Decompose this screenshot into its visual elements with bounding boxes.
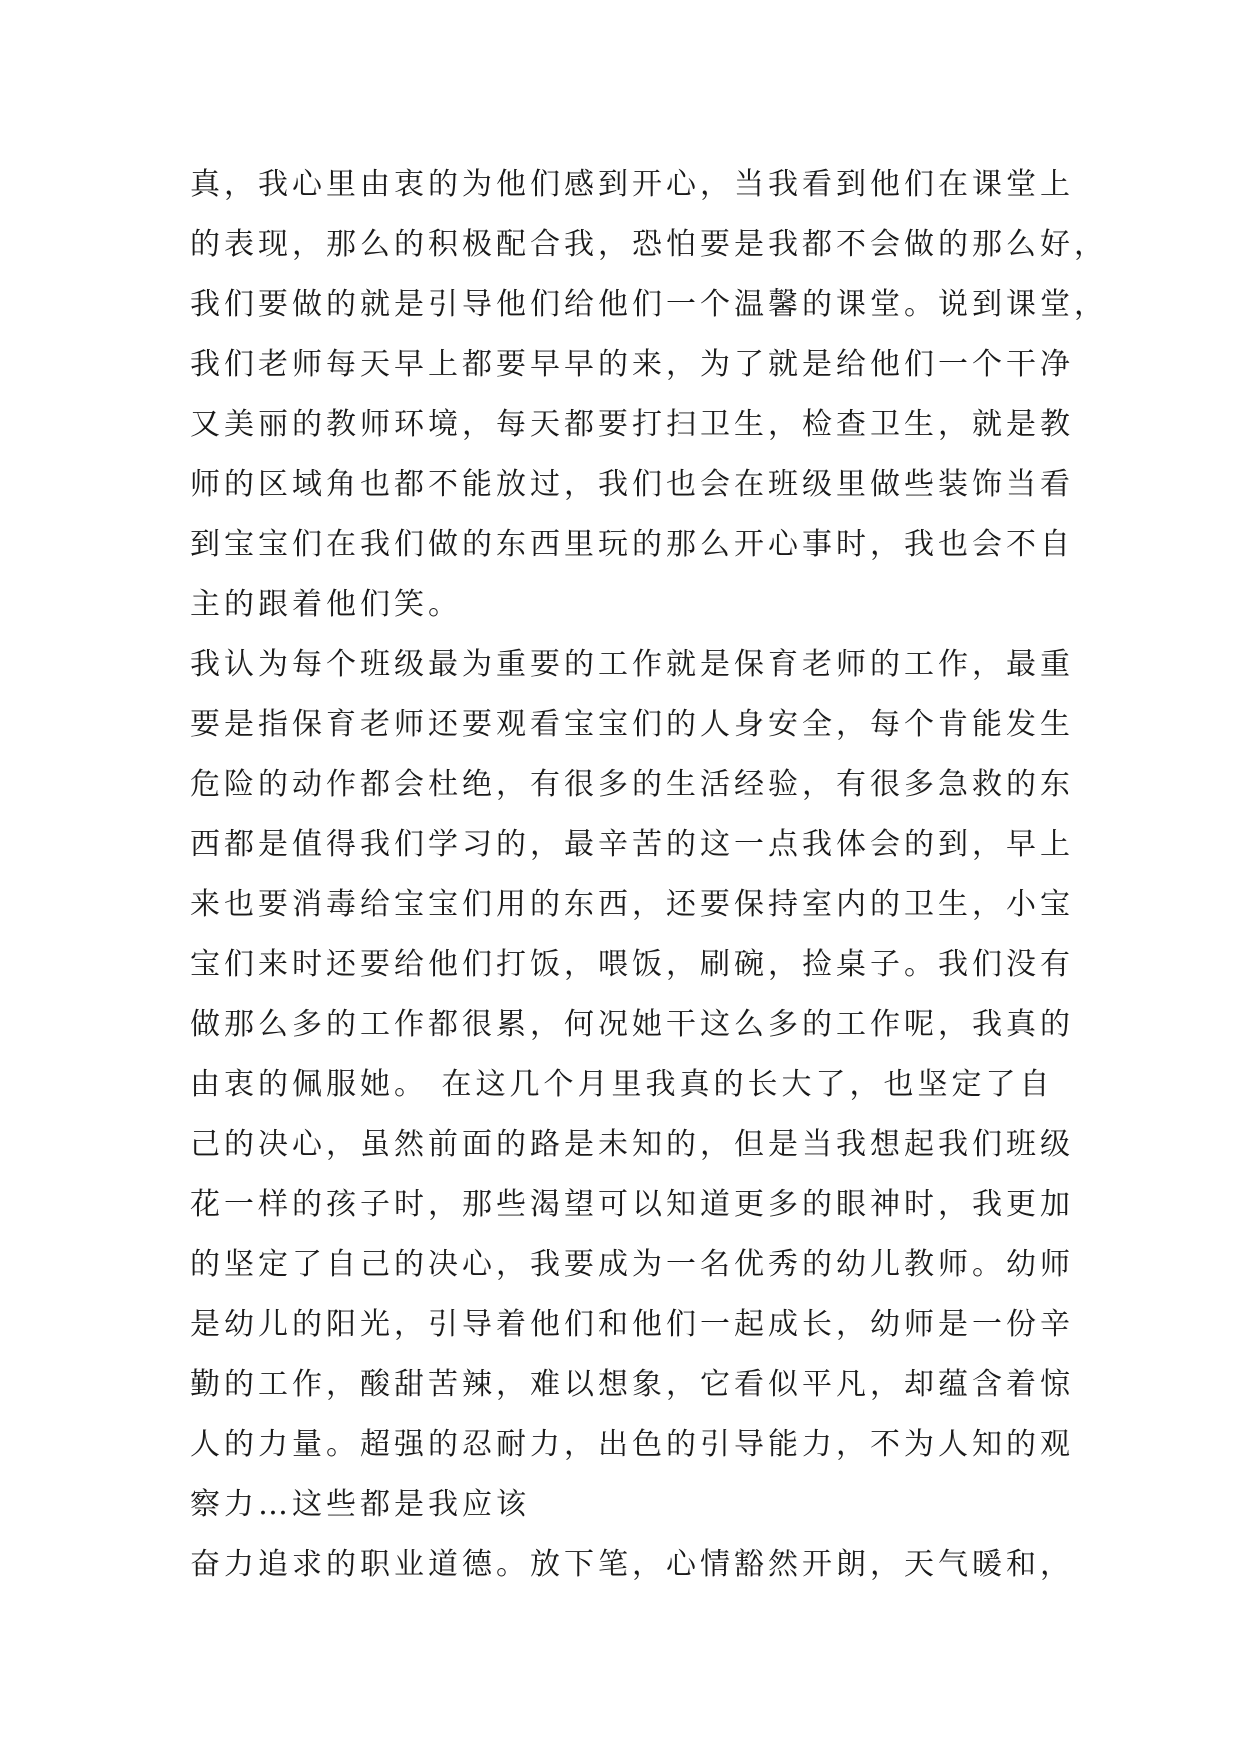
text-line: 花一样的孩子时，那些渴望可以知道更多的眼神时，我更加	[190, 1187, 1074, 1222]
text-line: 又美丽的教师环境，每天都要打扫卫生，检查卫生，就是教	[190, 407, 1074, 442]
text-line: 宝们来时还要给他们打饭，喂饭，刷碗，捡桌子。我们没有	[190, 947, 1074, 982]
text-line: 由衷的佩服她。 在这几个月里我真的长大了，也坚定了自	[190, 1067, 1054, 1102]
text-line: 人的力量。超强的忍耐力，出色的引导能力，不为人知的观	[190, 1427, 1074, 1462]
text-line: 我们老师每天早上都要早早的来，为了就是给他们一个干净	[190, 347, 1074, 382]
text-line: 的坚定了自己的决心，我要成为一名优秀的幼儿教师。幼师	[190, 1247, 1074, 1282]
text-line: 的表现，那么的积极配合我，恐怕要是我都不会做的那么好，	[190, 227, 1108, 262]
text-line: 我们要做的就是引导他们给他们一个温馨的课堂。说到课堂，	[190, 287, 1108, 322]
text-line: 真，我心里由衷的为他们感到开心，当我看到他们在课堂上	[190, 167, 1074, 202]
text-line: 危险的动作都会杜绝，有很多的生活经验，有很多急救的东	[190, 767, 1074, 802]
text-line: 我认为每个班级最为重要的工作就是保育老师的工作，最重	[190, 647, 1074, 682]
text-line: 勤的工作，酸甜苦辣，难以想象，它看似平凡，却蕴含着惊	[190, 1367, 1074, 1402]
text-line: 要是指保育老师还要观看宝宝们的人身安全，每个肯能发生	[190, 707, 1074, 742]
text-line: 主的跟着他们笑。	[190, 587, 462, 622]
text-line: 来也要消毒给宝宝们用的东西，还要保持室内的卫生，小宝	[190, 887, 1074, 922]
text-line: 己的决心，虽然前面的路是未知的，但是当我想起我们班级	[190, 1127, 1074, 1162]
text-line: 西都是值得我们学习的，最辛苦的这一点我体会的到，早上	[190, 827, 1074, 862]
text-line: 是幼儿的阳光，引导着他们和他们一起成长，幼师是一份辛	[190, 1307, 1074, 1342]
text-line: 师的区域角也都不能放过，我们也会在班级里做些装饰当看	[190, 467, 1074, 502]
text-line: 察力…这些都是我应该	[190, 1487, 530, 1522]
text-line: 做那么多的工作都很累，何况她干这么多的工作呢，我真的	[190, 1007, 1074, 1042]
text-line: 奋力追求的职业道德。放下笔，心情豁然开朗，天气暖和，	[190, 1547, 1074, 1582]
text-line: 到宝宝们在我们做的东西里玩的那么开心事时，我也会不自	[190, 527, 1074, 562]
